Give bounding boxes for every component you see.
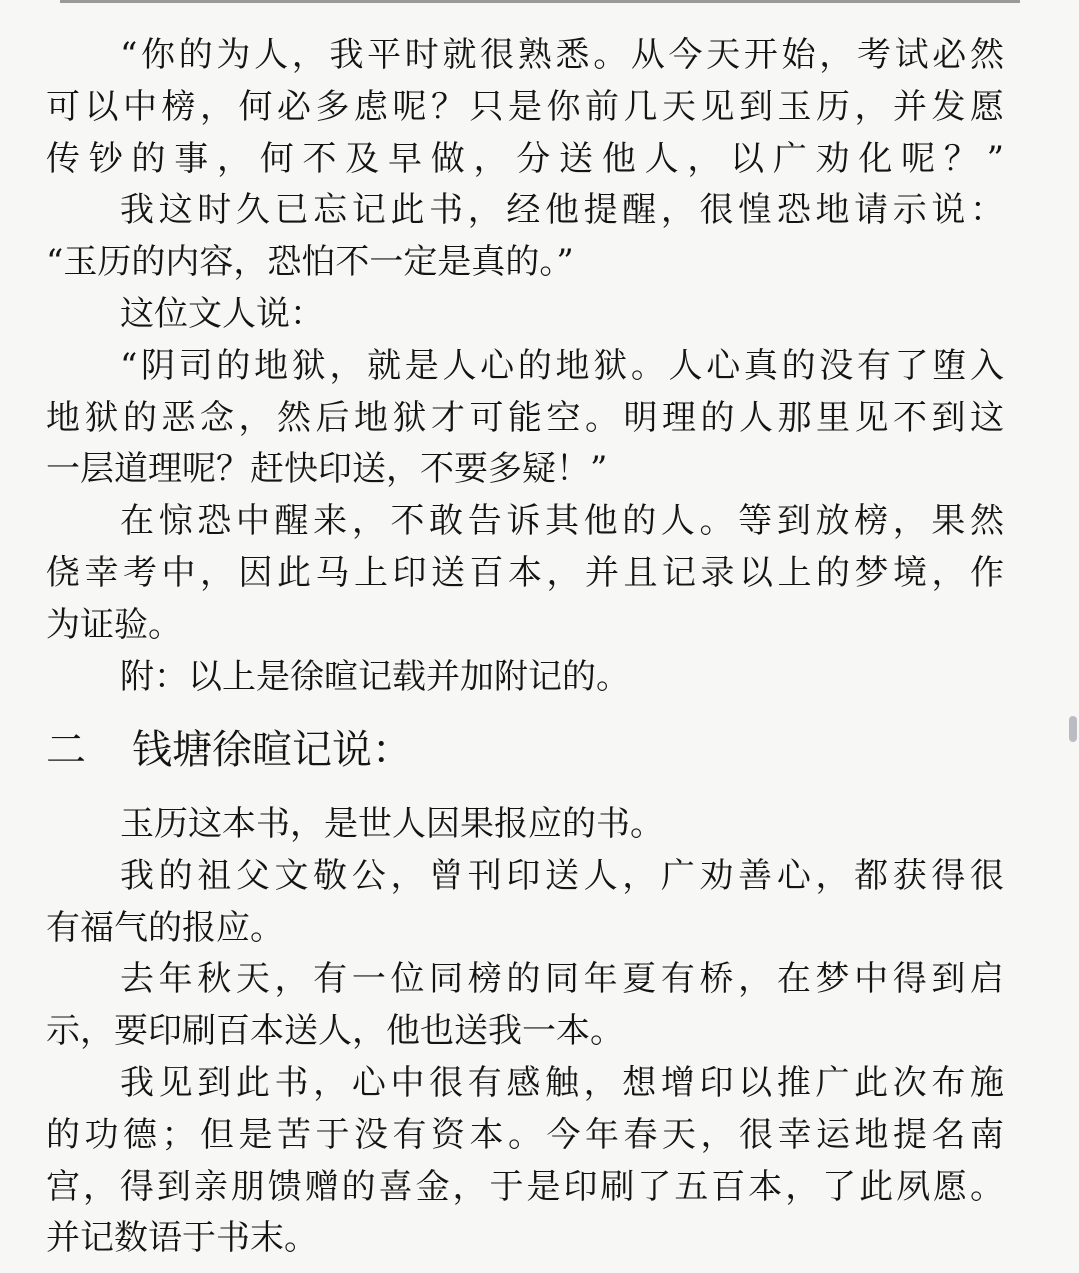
section-number: 二 — [46, 727, 86, 773]
scrollbar-thumb[interactable] — [1069, 716, 1077, 742]
text-line: 地狱的恶念，然后地狱才可能空。明理的人那里见不到这 — [46, 397, 1004, 438]
text-line: 传钞的事，何不及早做，分送他人，以广劝化呢？” — [46, 138, 1004, 179]
text-line: 我这时久已忘记此书，经他提醒，很惶恐地请示说： — [120, 190, 1004, 231]
text-line: 示，要印刷百本送人，他也送我一本。 — [46, 1011, 624, 1052]
text-line: 为证验。 — [46, 604, 182, 645]
text-line: 可以中榜，何必多虑呢？只是你前几天见到玉历，并发愿 — [46, 86, 1004, 127]
text-line: 这位文人说： — [120, 294, 324, 334]
text-line: 的功德；但是苦于没有资本。今年春天，很幸运地提名南 — [46, 1114, 1004, 1155]
text-line: 在惊恐中醒来，不敢告诉其他的人。等到放榜，果然 — [120, 501, 1004, 542]
section-title: 钱塘徐暄记说： — [132, 727, 412, 773]
text-line: 我的祖父文敬公，曾刊印送人，广劝善心，都获得很 — [120, 855, 1004, 896]
text-line: 去年秋天，有一位同榜的同年夏有桥，在梦中得到启 — [120, 959, 1004, 1000]
text-line: 有福气的报应。 — [46, 907, 284, 948]
text-line: 附：以上是徐暄记载并加附记的。 — [120, 656, 630, 697]
text-line: 我见到此书，心中很有感触，想增印以推广此次布施 — [120, 1063, 1004, 1103]
text-line: 一层道理呢？赶快印送，不要多疑！” — [46, 449, 608, 490]
text-line: 侥幸考中，因此马上印送百本，并且记录以上的梦境，作 — [46, 553, 1004, 593]
text-line: “你的为人，我平时就很熟悉。从今天开始，考试必然 — [120, 35, 1004, 75]
text-line: 玉历这本书，是世人因果报应的书。 — [120, 804, 664, 844]
text-line: 并记数语于书末。 — [46, 1218, 318, 1259]
section-heading — [46, 724, 412, 776]
text-line: 宫，得到亲朋馈赠的喜金，于是印刷了五百本，了此夙愿。 — [46, 1166, 1004, 1207]
text-line: “玉历的内容，恐怕不一定是真的。” — [46, 242, 574, 283]
text-line: “阴司的地狱，就是人心的地狱。人心真的没有了堕入 — [120, 345, 1004, 386]
